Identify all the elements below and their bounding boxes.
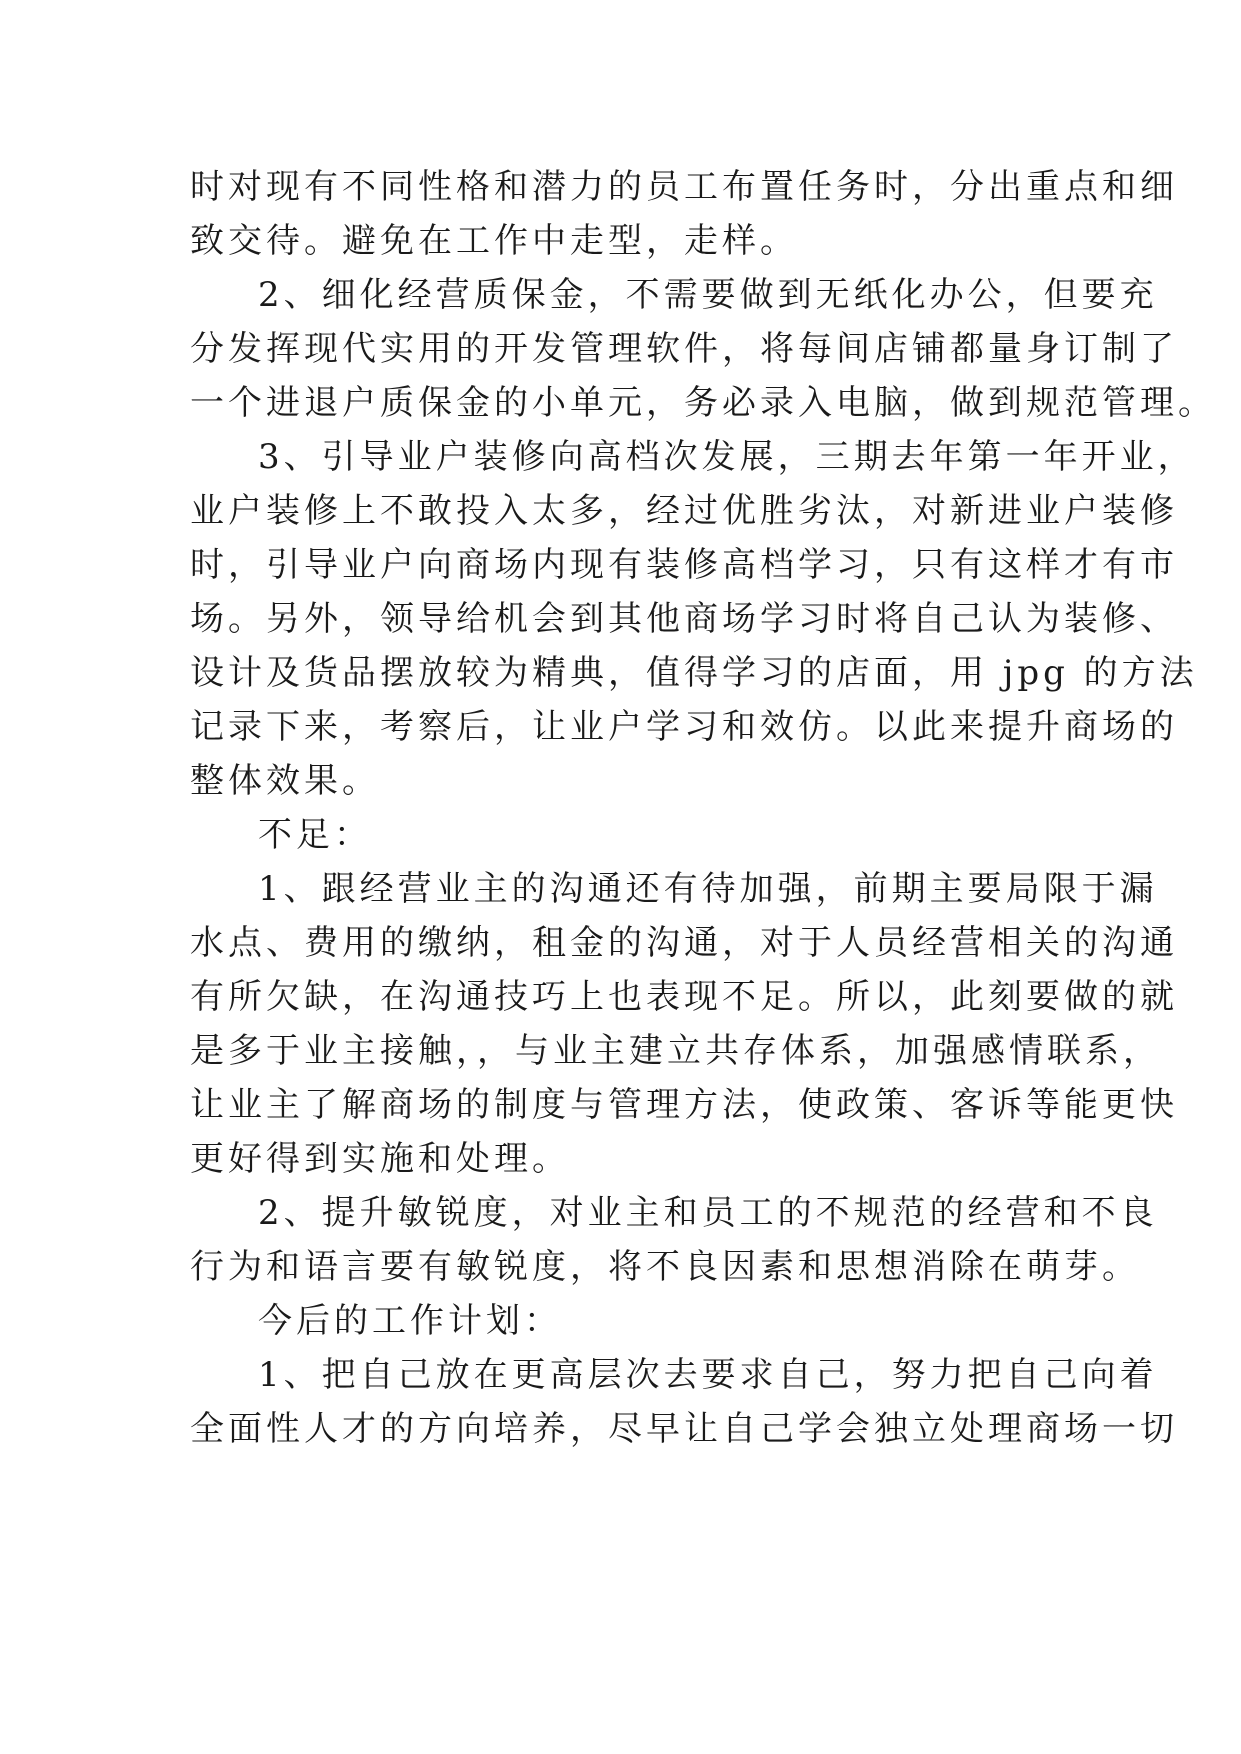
text-line: 2、细化经营质保金，不需要做到无纸化办公，但要充 bbox=[258, 275, 1158, 315]
text-line: 分发挥现代实用的开发管理软件，将每间店铺都量身订制了 bbox=[190, 329, 1178, 369]
text-line: 1、跟经营业主的沟通还有待加强，前期主要局限于漏 bbox=[258, 869, 1158, 909]
text-line: 1、把自己放在更高层次去要求自己，努力把自己向着 bbox=[258, 1355, 1158, 1395]
text-line: 是多于业主接触，，与业主建立共存体系，加强感情联系， bbox=[190, 1031, 1161, 1071]
body-text bbox=[190, 160, 1216, 1456]
text-line: 设计及货品摆放较为精典，值得学习的店面，用 jpg 的方法 bbox=[190, 653, 1198, 693]
text-line: 有所欠缺，在沟通技巧上也表现不足。所以，此刻要做的就 bbox=[190, 977, 1178, 1017]
text-line: 让业主了解商场的制度与管理方法，使政策、客诉等能更快 bbox=[190, 1085, 1178, 1125]
text-line: 3、引导业户装修向高档次发展，三期去年第一年开业， bbox=[258, 437, 1196, 477]
text-line: 业户装修上不敢投入太多，经过优胜劣汰，对新进业户装修 bbox=[190, 491, 1178, 531]
text-line: 时，引导业户向商场内现有装修高档学习，只有这样才有市 bbox=[190, 545, 1178, 585]
section-heading-future-plan: 今后的工作计划： bbox=[258, 1301, 562, 1341]
text-line: 2、提升敏锐度，对业主和员工的不规范的经营和不良 bbox=[258, 1193, 1158, 1233]
text-line: 水点、费用的缴纳，租金的沟通，对于人员经营相关的沟通 bbox=[190, 923, 1178, 963]
text-line: 整体效果。 bbox=[190, 761, 380, 801]
section-heading-shortcomings: 不足： bbox=[258, 815, 372, 855]
text-line: 一个进退户质保金的小单元，务必录入电脑，做到规范管理。 bbox=[190, 383, 1216, 423]
text-line: 全面性人才的方向培养，尽早让自己学会独立处理商场一切 bbox=[190, 1409, 1178, 1449]
text-line: 场。另外，领导给机会到其他商场学习时将自己认为装修、 bbox=[190, 599, 1178, 639]
text-line: 行为和语言要有敏锐度，将不良因素和思想消除在萌芽。 bbox=[190, 1247, 1140, 1287]
text-line: 更好得到实施和处理。 bbox=[190, 1139, 570, 1179]
text-line: 致交待。避免在工作中走型，走样。 bbox=[190, 221, 798, 261]
text-line: 时对现有不同性格和潜力的员工布置任务时，分出重点和细 bbox=[190, 167, 1178, 207]
text-line: 记录下来，考察后，让业户学习和效仿。以此来提升商场的 bbox=[190, 707, 1178, 747]
